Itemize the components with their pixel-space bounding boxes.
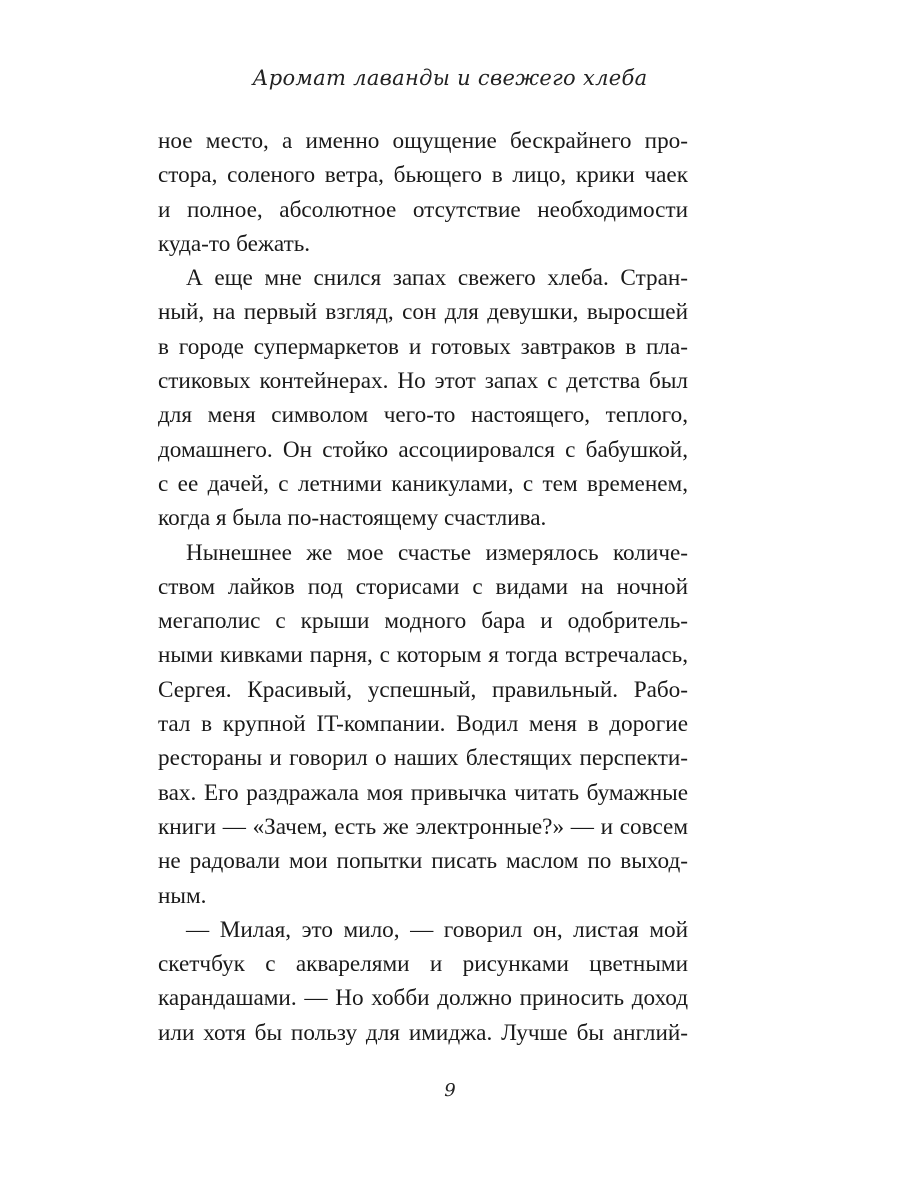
text-line: для меня символом чего-то настоящего, теплого, [158,402,688,429]
page-number: 9 [444,1080,456,1101]
text-line: карандашами. — Но хобби должно приносить доход [158,985,688,1012]
text-line: А еще мне снился запах свежего хлеба. Стран- [186,265,688,292]
text-line: когда я была по-настоящему счастлива. [158,505,547,532]
paragraph-3 [158,536,688,913]
paragraph-1 [158,124,688,261]
text-line: с ее дачей, с летними каникулами, с тем временем, [158,470,688,497]
text-line: стиковых контейнерах. Но этот запах с детства был [158,368,688,395]
text-line: ным. [158,882,207,909]
text-line: и полное, абсолютное отсутствие необходимости [158,196,688,223]
text-line: куда-то бежать. [158,230,311,257]
text-line: ный, на первый взгляд, сон для девушки, выросшей [158,299,688,326]
body-text [158,124,688,1050]
text-line: тал в крупной IT-компании. Водил меня в дорогие [158,711,688,738]
text-line: или хотя бы пользу для имиджа. Лучше бы англий- [158,1019,688,1046]
text-line: ными кивками парня, с которым я тогда встречалась, [158,642,688,669]
text-line: Сергея. Красивый, успешный, правильный. Рабо- [158,676,688,703]
text-line: книги — «Зачем, есть же электронные?» — и совсем [158,813,688,840]
text-line: стора, соленого ветра, бьющего в лицо, крики чаек [158,162,688,189]
running-head-title: Аромат лаванды и свежего хлеба [252,66,648,90]
text-line: не радовали мои попытки писать маслом по выход- [158,848,688,875]
text-line: вах. Его раздражала моя привычка читать бумажные [158,779,688,806]
text-line: домашнего. Он стойко ассоциировался с бабушкой, [158,436,688,463]
paragraph-2 [158,261,688,535]
text-line: мегаполис с крыши модного бара и одобритель- [158,608,688,635]
text-line: скетчбук с акварелями и рисунками цветными [158,951,688,978]
text-line: ное место, а именно ощущение бескрайнего про- [158,128,688,154]
text-line: Нынешнее же мое счастье измерялось количе- [186,539,688,566]
paragraph-4 [158,913,688,1050]
text-line: в городе супермаркетов и готовых завтраков в пла- [158,333,688,360]
text-line: ством лайков под сторисами с видами на ночной [158,573,688,600]
text-line: рестораны и говорил о наших блестящих перспекти- [158,745,688,772]
text-line: — Милая, это мило, — говорил он, листая мой [186,916,688,943]
